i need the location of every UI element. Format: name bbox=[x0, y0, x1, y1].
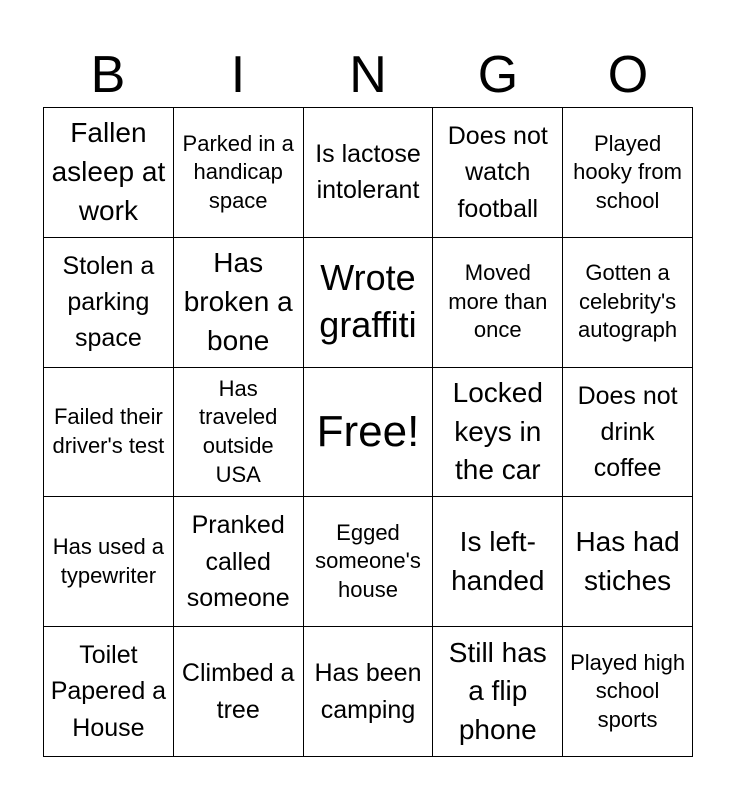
header-letter-i: I bbox=[230, 46, 246, 104]
bingo-cell: Toilet Papered a House bbox=[44, 627, 174, 757]
header-letter-g: G bbox=[477, 46, 519, 104]
header-letter-o: O bbox=[607, 46, 649, 104]
bingo-cell: Gotten a celebrity's autograph bbox=[563, 238, 693, 368]
bingo-cell: Locked keys in the car bbox=[433, 368, 563, 498]
bingo-cell: Played hooky from school bbox=[563, 108, 693, 238]
bingo-cell: Moved more than once bbox=[433, 238, 563, 368]
bingo-header bbox=[43, 44, 693, 106]
bingo-cell: Is lactose intolerant bbox=[304, 108, 434, 238]
bingo-cell: Played high school sports bbox=[563, 627, 693, 757]
bingo-cell: Has broken a bone bbox=[174, 238, 304, 368]
bingo-cell: Wrote graffiti bbox=[304, 238, 434, 368]
header-letter-b: B bbox=[90, 46, 126, 104]
bingo-cell: Parked in a handicap space bbox=[174, 108, 304, 238]
bingo-cell: Does not drink coffee bbox=[563, 368, 693, 498]
bingo-cell: Does not watch football bbox=[433, 108, 563, 238]
bingo-card-grid bbox=[43, 107, 693, 757]
bingo-cell: Egged someone's house bbox=[304, 497, 434, 627]
bingo-cell: Still has a flip phone bbox=[433, 627, 563, 757]
bingo-cell: Stolen a parking space bbox=[44, 238, 174, 368]
free-space-cell: Free! bbox=[304, 368, 434, 498]
bingo-cell: Pranked called someone bbox=[174, 497, 304, 627]
bingo-cell: Has had stiches bbox=[563, 497, 693, 627]
header-letter-n: N bbox=[349, 46, 387, 104]
bingo-cell: Failed their driver's test bbox=[44, 368, 174, 498]
bingo-cell: Has been camping bbox=[304, 627, 434, 757]
bingo-cell: Has traveled outside USA bbox=[174, 368, 304, 498]
bingo-cell: Climbed a tree bbox=[174, 627, 304, 757]
bingo-cell: Is left-handed bbox=[433, 497, 563, 627]
bingo-cell: Fallen asleep at work bbox=[44, 108, 174, 238]
bingo-cell: Has used a typewriter bbox=[44, 497, 174, 627]
